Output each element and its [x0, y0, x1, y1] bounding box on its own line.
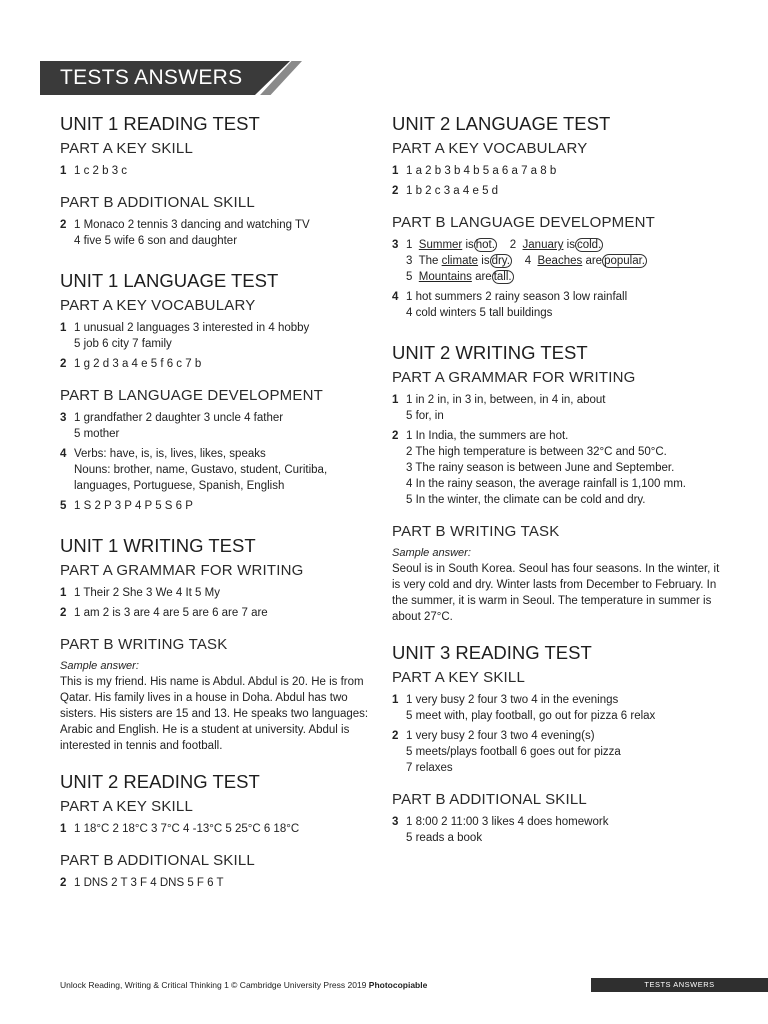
question-number: 3: [392, 816, 399, 828]
answer-line: 1 In India, the summers are hot.: [406, 430, 569, 442]
answer-line: 1 in 2 in, in 3 in, between, in 4 in, about: [406, 394, 606, 406]
answer-line: 1 unusual 2 languages 3 interested in 4 hobby: [74, 322, 310, 334]
unit3-reading-section: [392, 641, 722, 846]
answer-line: [406, 269, 722, 285]
answer-line: 1 DNS 2 T 3 F 4 DNS 5 F 6 T: [74, 877, 224, 889]
sample-answer-label: Sample answer:: [60, 660, 139, 672]
answer-item: [60, 585, 375, 601]
question-number: 1: [392, 694, 399, 706]
question-number: 1: [60, 165, 67, 177]
answer-line: 3 The rainy season is between June and September.: [406, 462, 675, 474]
answer-line: 5 meet with, play football, go out for pizza 6 relax: [406, 710, 656, 722]
verb: is: [481, 255, 490, 267]
answer-line: 5 job 6 city 7 family: [74, 338, 172, 350]
unit1-reading-section: [60, 112, 375, 249]
question-number: 5: [60, 500, 67, 512]
question-number: 1: [60, 587, 67, 599]
part-heading: PART B WRITING TASK: [60, 636, 228, 653]
part-heading: PART A KEY SKILL: [60, 140, 194, 157]
unit-heading: UNIT 2 LANGUAGE TEST: [392, 113, 611, 134]
item-number: 1: [406, 239, 413, 251]
circled-adjective: popular.: [604, 255, 646, 267]
question-number: 2: [392, 430, 399, 442]
answer-line: 5 mother: [74, 428, 120, 440]
answer-item: [392, 692, 722, 724]
answer-line: 2 The high temperature is between 32°C and 50°C.: [406, 446, 667, 458]
verb: is: [566, 239, 575, 251]
item-number: 5: [406, 271, 413, 283]
unit1-language-section: [60, 269, 375, 514]
answer-line: 1 Their 2 She 3 We 4 It 5 My: [74, 587, 220, 599]
answer-line: 5 reads a book: [406, 832, 483, 844]
answer-item: [392, 814, 722, 846]
answer-line: 1 18°C 2 18°C 3 7°C 4 -13°C 5 25°C 6 18°C: [74, 823, 300, 835]
circled-adjective: dry.: [491, 255, 510, 267]
verb: are: [475, 271, 492, 283]
part-heading: PART B WRITING TASK: [392, 523, 560, 540]
part-heading: PART A GRAMMAR FOR WRITING: [60, 562, 304, 579]
answer-line: 1 c 2 b 3 c: [74, 165, 128, 177]
answer-item: [60, 163, 375, 179]
answer-line: 1 S 2 P 3 P 4 P 5 S 6 P: [74, 500, 193, 512]
answer-item: [392, 183, 722, 199]
answer-line: 4 In the rainy season, the average rainfall is 1,100 mm.: [406, 478, 686, 490]
answer-line: [406, 237, 722, 253]
unit-heading: UNIT 3 READING TEST: [392, 642, 592, 663]
answer-line: 1 b 2 c 3 a 4 e 5 d: [406, 185, 499, 197]
question-number: 2: [392, 730, 399, 742]
answer-line: 1 8:00 2 11:00 3 likes 4 does homework: [406, 816, 609, 828]
footer-section-label: TESTS ANSWERS: [591, 978, 768, 992]
question-number: 3: [60, 412, 67, 424]
part-heading: PART A KEY VOCABULARY: [392, 140, 588, 157]
underlined-subject: Mountains: [418, 271, 472, 283]
underlined-subject: climate: [441, 255, 479, 267]
answer-line: languages, Portuguese, Spanish, English: [74, 480, 285, 492]
question-number: 2: [392, 185, 399, 197]
answer-item: [60, 410, 375, 442]
question-number: 2: [60, 877, 67, 889]
answer-item: [392, 163, 722, 179]
sample-answer-text: Seoul is in South Korea. Seoul has four seasons. In the winter, it is very cold and dry. Winter lasts from December to February. In the summer, it is warm in Seoul. The temperature in summer is about 27°C.: [392, 563, 720, 623]
answer-line: 1 g 2 d 3 a 4 e 5 f 6 c 7 b: [74, 358, 202, 370]
answer-item: [60, 498, 375, 514]
sample-answer-text: This is my friend. His name is Abdul. Abdul is 20. He is from Qatar. His family lives in a house in Doha. Abdul has two sisters. His sisters are 15 and 13. He speaks two languages: Arabic and English. He is a student at university. Abdul is interested in tennis and football.: [60, 676, 369, 752]
left-column: [60, 112, 375, 895]
question-number: 2: [60, 607, 67, 619]
answer-item: [60, 217, 375, 249]
part-heading: PART A KEY SKILL: [392, 669, 526, 686]
answer-item: [60, 320, 375, 352]
answer-line: 4 five 5 wife 6 son and daughter: [74, 235, 238, 247]
right-column: [392, 112, 722, 850]
sample-answer-label: Sample answer:: [392, 547, 471, 559]
underlined-subject: Summer: [418, 239, 463, 251]
page-title: TESTS ANSWERS: [60, 66, 243, 89]
unit2-language-section: [392, 112, 722, 321]
answer-line: 1 hot summers 2 rainy season 3 low rainfall: [406, 291, 628, 303]
part-heading: PART B LANGUAGE DEVELOPMENT: [60, 387, 323, 404]
underlined-subject: January: [522, 239, 564, 251]
question-number: 1: [392, 394, 399, 406]
answer-line: 1 very busy 2 four 3 two 4 evening(s): [406, 730, 595, 742]
answer-line: 1 very busy 2 four 3 two 4 in the evenings: [406, 694, 619, 706]
unit-heading: UNIT 1 READING TEST: [60, 113, 260, 134]
answer-line: 1 Monaco 2 tennis 3 dancing and watching TV: [74, 219, 310, 231]
question-number: 4: [392, 291, 399, 303]
unit2-writing-section: [392, 341, 722, 625]
answer-line: 4 cold winters 5 tall buildings: [406, 307, 553, 319]
answer-item: [392, 428, 722, 508]
unit-heading: UNIT 1 LANGUAGE TEST: [60, 270, 279, 291]
answer-line: 1 am 2 is 3 are 4 are 5 are 6 are 7 are: [74, 607, 268, 619]
question-number: 2: [60, 219, 67, 231]
item-number: 3: [406, 255, 413, 267]
circled-adjective: cold.: [576, 239, 602, 251]
part-heading: PART B ADDITIONAL SKILL: [392, 791, 587, 808]
answer-line: 1 a 2 b 3 b 4 b 5 a 6 a 7 a 8 b: [406, 165, 557, 177]
question-number: 3: [392, 239, 399, 251]
answer-line: 5 In the winter, the climate can be cold and dry.: [406, 494, 646, 506]
unit-heading: UNIT 1 WRITING TEST: [60, 535, 256, 556]
circled-adjective: tall.: [493, 271, 512, 283]
item-number: 4: [524, 255, 532, 267]
item-number: 2: [509, 239, 517, 251]
part-heading: PART B LANGUAGE DEVELOPMENT: [392, 214, 655, 231]
answer-item: [392, 392, 722, 424]
question-number: 4: [60, 448, 67, 460]
footer-photocopiable: Photocopiable: [368, 980, 428, 990]
answer-line: 5 meets/plays football 6 goes out for pizza: [406, 746, 621, 758]
unit-heading: UNIT 2 READING TEST: [60, 771, 260, 792]
answer-item: [60, 605, 375, 621]
answer-line: [406, 253, 722, 269]
answer-line: 1 grandfather 2 daughter 3 uncle 4 father: [74, 412, 284, 424]
answer-item: [392, 289, 722, 321]
answer-line: 7 relaxes: [406, 762, 453, 774]
underlined-subject: Beaches: [537, 255, 583, 267]
question-number: 1: [392, 165, 399, 177]
answer-item: [60, 821, 375, 837]
answer-line: 5 for, in: [406, 410, 444, 422]
footer-text: Unlock Reading, Writing & Critical Thinking 1 © Cambridge University Press 2019: [60, 980, 369, 990]
question-number: 2: [60, 358, 67, 370]
answer-item: [60, 875, 375, 891]
part-heading: PART B ADDITIONAL SKILL: [60, 852, 255, 869]
answer-item: [392, 237, 722, 285]
verb: is: [465, 239, 474, 251]
part-heading: PART A GRAMMAR FOR WRITING: [392, 369, 636, 386]
unit2-reading-section: [60, 770, 375, 891]
answer-item: [392, 728, 722, 776]
unit-heading: UNIT 2 WRITING TEST: [392, 342, 588, 363]
question-number: 1: [60, 322, 67, 334]
unit1-writing-section: [60, 534, 375, 754]
answer-line: Nouns: brother, name, Gustavo, student, Curitiba,: [74, 464, 328, 476]
answer-line: Verbs: have, is, is, lives, likes, speaks: [74, 448, 266, 460]
answer-item: [60, 356, 375, 372]
question-number: 1: [60, 823, 67, 835]
verb: are: [585, 255, 603, 267]
part-heading: PART B ADDITIONAL SKILL: [60, 194, 255, 211]
answer-item: [60, 446, 375, 494]
part-heading: PART A KEY SKILL: [60, 798, 194, 815]
article: The: [418, 255, 439, 267]
footer-credit: [60, 980, 427, 990]
part-heading: PART A KEY VOCABULARY: [60, 297, 256, 314]
circled-adjective: hot.: [475, 239, 495, 251]
